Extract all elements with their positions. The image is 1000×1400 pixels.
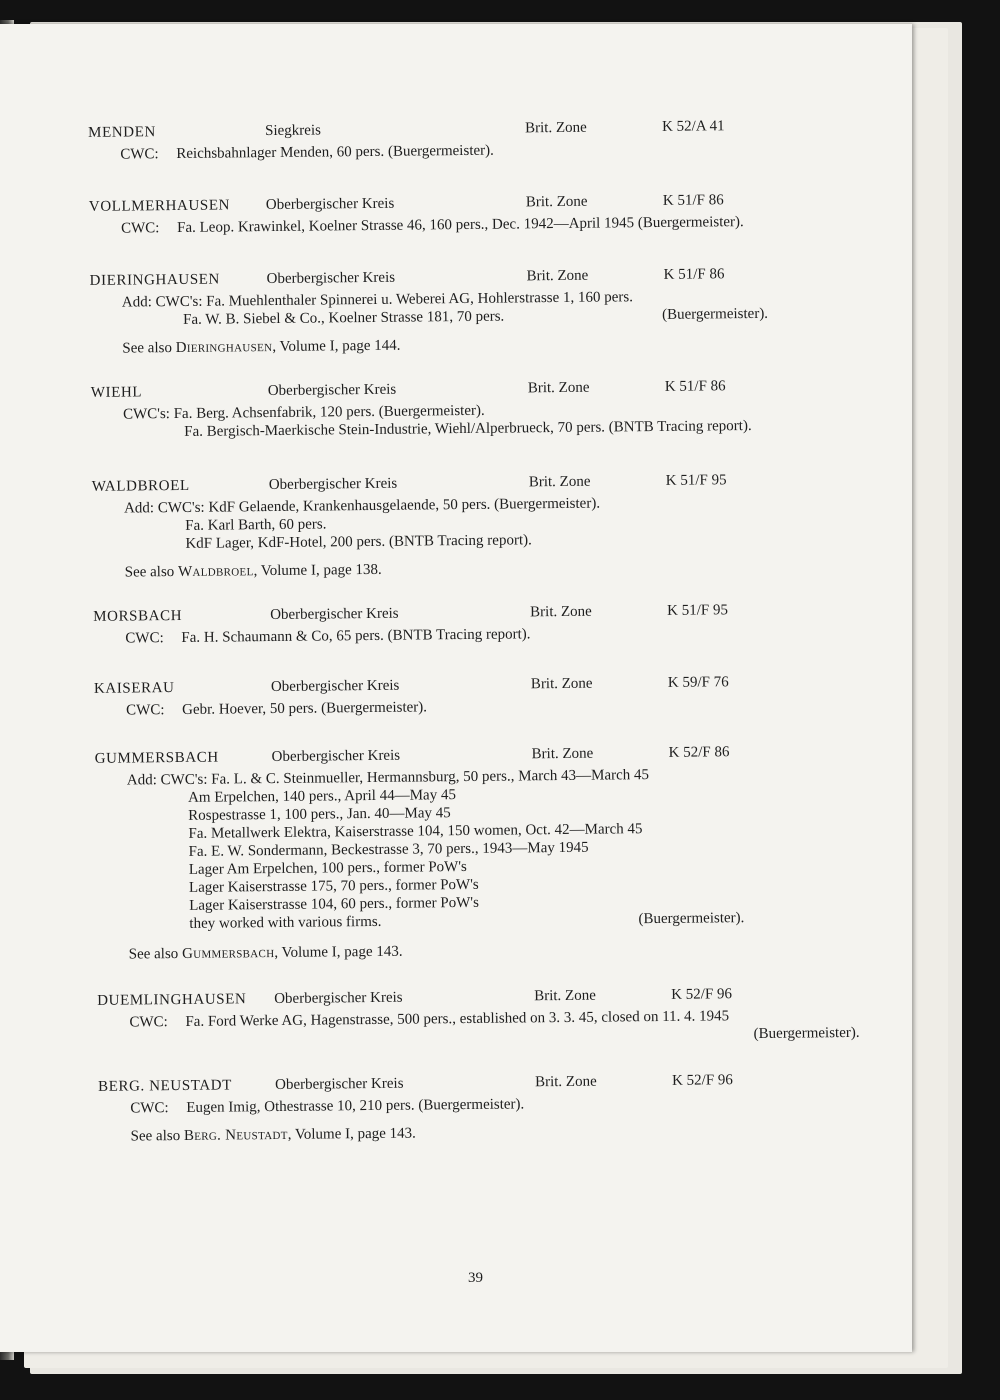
grid-reference: K 59/F 76 bbox=[667, 674, 729, 691]
line-text: Reichsbahnlager Menden, 60 pers. (Buergermeister). bbox=[176, 142, 494, 162]
see-also-prefix: See also bbox=[130, 1127, 185, 1145]
entry-dieringhausen bbox=[82, 264, 843, 358]
camp-line: CWC's: Fa. Berg. Achsenfabrik, 120 pers. (Buergermeister). bbox=[122, 402, 485, 423]
district-name: Oberbergischer Kreis bbox=[274, 1075, 404, 1094]
district-name: Oberbergischer Kreis bbox=[265, 195, 395, 214]
place-name: MORSBACH bbox=[93, 607, 183, 625]
entry-gummersbach bbox=[87, 742, 849, 964]
grid-reference: K 51/F 86 bbox=[664, 378, 726, 395]
see-also-line bbox=[85, 556, 845, 582]
see-also-place: Dieringhausen bbox=[175, 338, 273, 357]
book-page bbox=[0, 24, 912, 1352]
line-text: Fa. Leop. Krawinkel, Koelner Strasse 46, 160 pers., Dec. 1942—April 1945 (Buergermeister). bbox=[177, 214, 744, 236]
entry-vollmerhausen bbox=[81, 190, 841, 238]
zone-name: Brit. Zone bbox=[524, 119, 587, 137]
camp-line: Fa. Bergisch-Maerkische Stein-Industrie, Wiehl/Alperbrueck, 70 pers. (BNTB Tracing report). bbox=[184, 417, 752, 440]
camp-line: Add: CWC's: KdF Gelaende, Krankenhausgelaende, 50 pers. (Buergermeister). bbox=[123, 495, 601, 517]
line-text: they worked with various firms. bbox=[189, 913, 382, 932]
line-label: CWC: bbox=[121, 220, 160, 237]
place-name: DUEMLINGHAUSEN bbox=[97, 991, 247, 1009]
page-number: 39 bbox=[468, 1270, 483, 1286]
see-also-place: Gummersbach bbox=[181, 945, 275, 962]
district-name: Oberbergischer Kreis bbox=[270, 677, 400, 696]
zone-name: Brit. Zone bbox=[534, 1073, 597, 1091]
grid-reference: K 51/F 86 bbox=[663, 266, 725, 283]
see-also-prefix: See also bbox=[124, 563, 179, 581]
see-also-suffix: , Volume I, page 143. bbox=[287, 1125, 416, 1143]
zone-name: Brit. Zone bbox=[530, 603, 592, 621]
line-label: CWC: bbox=[125, 630, 164, 647]
grid-reference: K 52/A 41 bbox=[661, 118, 725, 135]
zone-name: Brit. Zone bbox=[526, 267, 589, 285]
camp-line: Rospestrasse 1, 100 pers., Jan. 40—May 45 bbox=[188, 805, 451, 824]
camp-line: Lager Kaiserstrasse 175, 70 pers., former PoW's bbox=[188, 876, 479, 896]
camp-line: KdF Lager, KdF-Hotel, 200 pers. (BNTB Tracing report). bbox=[185, 532, 532, 552]
page-content bbox=[80, 116, 860, 1146]
camp-line: Lager Kaiserstrasse 104, 60 pers., former PoW's bbox=[189, 894, 479, 914]
zone-name: Brit. Zone bbox=[531, 745, 594, 763]
zone-name: Brit. Zone bbox=[525, 193, 588, 211]
entry-wiehl bbox=[83, 376, 844, 442]
camp-line: Add: CWC's: Fa. L. & C. Steinmueller, Hermannsburg, 50 pers., March 43—March 45 bbox=[126, 767, 650, 789]
place-name: GUMMERSBACH bbox=[94, 749, 219, 767]
see-also-suffix: , Volume I, page 138. bbox=[253, 561, 382, 580]
see-also-suffix: , Volume I, page 144. bbox=[272, 337, 401, 355]
source-note: (Buergermeister). bbox=[638, 910, 745, 928]
see-also-line bbox=[89, 938, 849, 964]
district-name: Oberbergischer Kreis bbox=[267, 381, 397, 400]
line-label: CWC: bbox=[126, 702, 165, 719]
line-label: CWC: bbox=[130, 1100, 169, 1117]
source-note: (Buergermeister). bbox=[753, 1024, 860, 1042]
place-name: MENDEN bbox=[88, 124, 156, 141]
entry-duemlinghausen bbox=[89, 984, 860, 1050]
source-note: (Buergermeister). bbox=[662, 305, 769, 323]
grid-reference: K 52/F 96 bbox=[671, 986, 733, 1003]
see-also-suffix: , Volume I, page 143. bbox=[274, 943, 403, 962]
camp-line: Add: CWC's: Fa. Muehlenthaler Spinnerei u. Weberei AG, Hohlerstrasse 1, 160 pers. bbox=[121, 289, 634, 311]
line-text: Fa. W. B. Siebel & Co., Koelner Strasse 181, 70 pers. bbox=[182, 308, 505, 328]
grid-reference: K 52/F 96 bbox=[671, 1072, 733, 1089]
place-name: WALDBROEL bbox=[91, 477, 190, 495]
zone-name: Brit. Zone bbox=[528, 473, 591, 491]
district-name: Oberbergischer Kreis bbox=[266, 269, 396, 288]
see-also-place: Waldbroel bbox=[177, 563, 254, 580]
zone-name: Brit. Zone bbox=[530, 675, 593, 693]
grid-reference: K 51/F 95 bbox=[667, 602, 729, 619]
grid-reference: K 51/F 86 bbox=[662, 192, 724, 209]
line-text: Eugen Imig, Othestrasse 10, 210 pers. (Buergermeister). bbox=[186, 1096, 525, 1116]
place-name: DIERINGHAUSEN bbox=[89, 271, 221, 289]
camp-line: Fa. E. W. Sondermann, Beckestrasse 3, 70 pers., 1943—May 1945 bbox=[188, 839, 589, 860]
camp-line: Fa. Metallwerk Elektra, Kaiserstrasse 104, 150 women, Oct. 42—March 45 bbox=[188, 821, 643, 842]
zone-name: Brit. Zone bbox=[527, 379, 590, 397]
place-name: VOLLMERHAUSEN bbox=[88, 197, 231, 215]
district-name: Oberbergischer Kreis bbox=[274, 989, 403, 1008]
entry-morsbach bbox=[85, 600, 845, 648]
camp-line: Fa. Karl Barth, 60 pers. bbox=[185, 516, 327, 534]
grid-reference: K 52/F 86 bbox=[668, 744, 730, 761]
line-label: CWC: bbox=[120, 146, 159, 163]
grid-reference: K 51/F 95 bbox=[665, 472, 727, 489]
camp-line: Am Erpelchen, 140 pers., April 44—May 45 bbox=[187, 787, 457, 806]
see-also-prefix: See also bbox=[128, 945, 183, 963]
see-also-line bbox=[91, 1120, 851, 1146]
entry-waldbroel bbox=[84, 470, 845, 582]
zone-name: Brit. Zone bbox=[534, 987, 596, 1005]
see-also-place: Berg. Neustadt bbox=[183, 1126, 288, 1144]
see-also-line bbox=[82, 332, 842, 358]
place-name: WIEHL bbox=[90, 384, 143, 401]
district-name: Oberbergischer Kreis bbox=[268, 475, 398, 494]
camp-line: Lager Am Erpelchen, 100 pers., former PoW's bbox=[188, 858, 467, 878]
line-label: CWC: bbox=[129, 1014, 168, 1031]
entry-berg-neustadt bbox=[90, 1070, 851, 1146]
district-name: Siegkreis bbox=[265, 122, 321, 140]
place-name: BERG. NEUSTADT bbox=[98, 1077, 233, 1095]
district-name: Oberbergischer Kreis bbox=[271, 747, 401, 766]
line-text: Fa. Ford Werke AG, Hagenstrasse, 500 pers., established on 3. 3. 45, closed on 11. 4. 1945 bbox=[185, 1008, 730, 1030]
line-text: Fa. H. Schaumann & Co, 65 pers. (BNTB Tracing report). bbox=[181, 626, 531, 646]
see-also-prefix: See also bbox=[122, 340, 176, 357]
line-text: Gebr. Hoever, 50 pers. (Buergermeister). bbox=[182, 699, 428, 718]
entry-menden bbox=[80, 116, 840, 164]
district-name: Oberbergischer Kreis bbox=[270, 605, 399, 624]
entry-kaiserau bbox=[86, 672, 846, 720]
place-name: KAISERAU bbox=[93, 680, 175, 697]
